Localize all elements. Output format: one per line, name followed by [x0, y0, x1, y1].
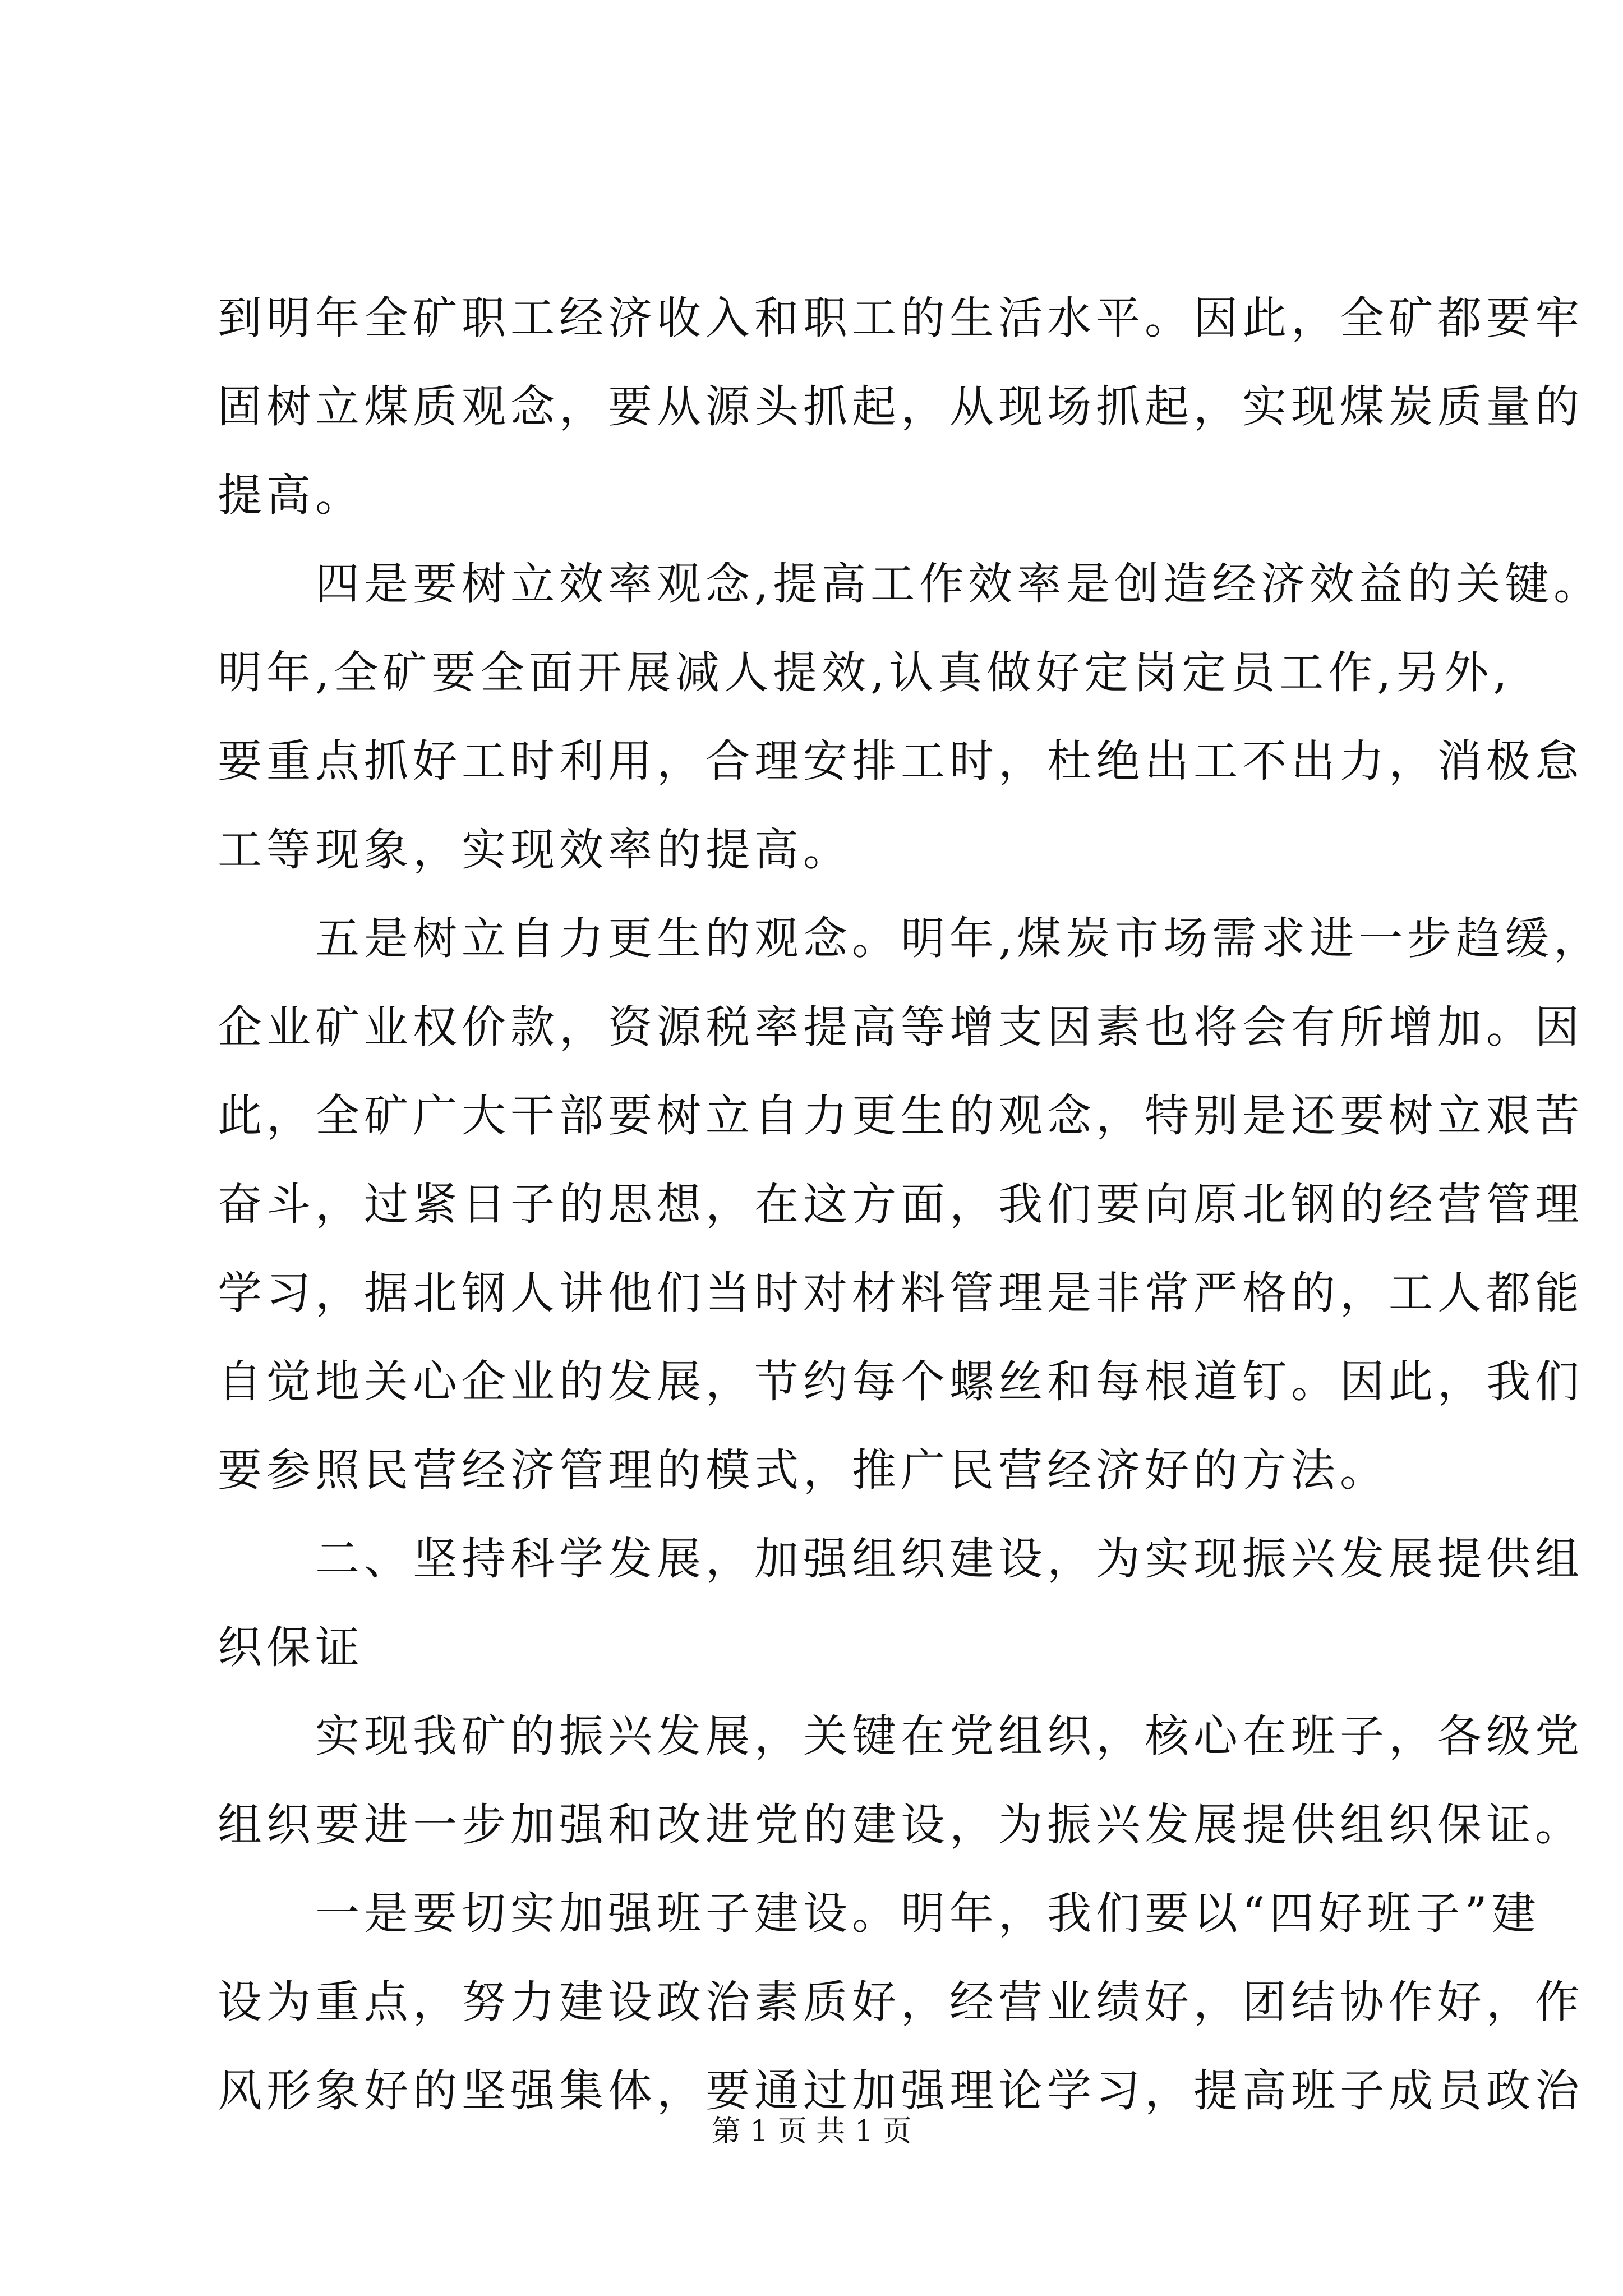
page-footer: 第 1 页 共 1 页 — [711, 2115, 912, 2148]
text-line: 要参照民营经济管理的模式，推广民营经济好的方法。 — [218, 1444, 1389, 1496]
text-line: 企业矿业权价款，资源税率提高等增支因素也将会有所增加。因 — [218, 1001, 1584, 1053]
text-line: 织保证 — [218, 1622, 364, 1673]
text-line: 五是树立自力更生的观念。明年,煤炭市场需求进一步趋缓， — [218, 913, 1603, 964]
text-line: 组织要进一步加强和改进党的建设，为振兴发展提供组织保证。 — [218, 1799, 1584, 1851]
text-line: 实现我矿的振兴发展，关键在党组织，核心在班子，各级党 — [218, 1710, 1584, 1762]
text-line: 工等现象，实现效率的提高。 — [218, 824, 852, 876]
text-line: 到明年全矿职工经济收入和职工的生活水平。因此，全矿都要牢 — [218, 292, 1584, 344]
text-line: 二、坚持科学发展，加强组织建设，为实现振兴发展提供组 — [218, 1533, 1584, 1585]
text-line: 设为重点，努力建设政治素质好，经营业绩好，团结协作好，作 — [218, 1976, 1584, 2028]
body-text — [218, 274, 1603, 2135]
text-line: 学习，据北钢人讲他们当时对材料管理是非常严格的，工人都能 — [218, 1267, 1584, 1319]
text-line: 一是要切实加强班子建设。明年，我们要以“四好班子”建 — [218, 1888, 1541, 1939]
text-line: 明年,全矿要全面开展减人提效,认真做好定岗定员工作,另外, — [218, 647, 1512, 698]
text-line: 风形象好的坚强集体，要通过加强理论学习，提高班子成员政治 — [218, 2065, 1584, 2116]
text-line: 自觉地关心企业的发展，节约每个螺丝和每根道钉。因此，我们 — [218, 1356, 1584, 1407]
text-line: 奋斗，过紧日子的思想，在这方面，我们要向原北钢的经营管理 — [218, 1179, 1584, 1230]
text-line: 要重点抓好工时利用，合理安排工时，杜绝出工不出力，消极怠 — [218, 735, 1584, 787]
text-line: 此，全矿广大干部要树立自力更生的观念，特别是还要树立艰苦 — [218, 1090, 1584, 1142]
text-line: 固树立煤质观念，要从源头抓起，从现场抓起，实现煤炭质量的 — [218, 381, 1584, 432]
text-line: 四是要树立效率观念,提高工作效率是创造经济效益的关键。 — [218, 558, 1603, 610]
text-line: 提高。 — [218, 470, 364, 521]
